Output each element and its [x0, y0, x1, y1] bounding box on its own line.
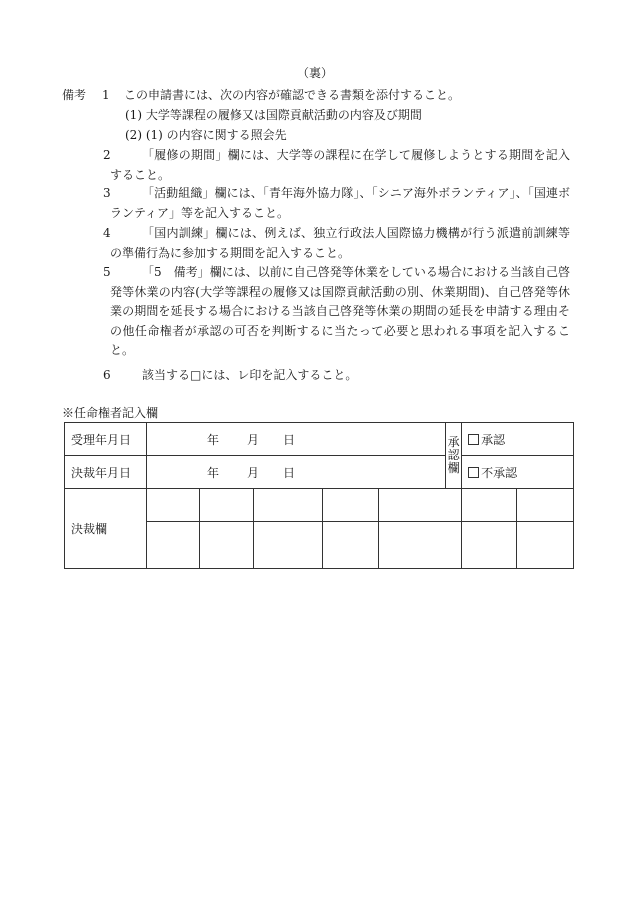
note-text: 「活動組織」欄には、「青年海外協力隊」、「シニア海外ボランティア」、「国連ボランティア」等を記入すること。 [110, 186, 570, 220]
decision-column-label: 決裁欄 [65, 489, 147, 569]
decision-stamp-header[interactable] [379, 489, 462, 522]
sub-item-1: (1) 大学等課程の履修又は国際貢献活動の内容及び期間 [125, 108, 422, 122]
decision-stamp-cell[interactable] [200, 522, 254, 569]
year-label: 年 [207, 432, 220, 447]
month-label: 月 [247, 432, 260, 447]
note-number: 6 [103, 368, 111, 382]
decision-stamp-cell[interactable] [254, 522, 323, 569]
note-text: 「5 備考」欄には、以前に自己啓発等休業をしている場合における当該自己啓発等休業の内容(大学等課程の履修又は国際貢献活動の別、休業期間)、自己啓発等休業の期間を延長する場合における当該自己啓発等休業の期間の延長を申請する理由その他任命権者が承認の可否を判断するに当たって必要と思われる事項を記入すること。 [110, 265, 570, 357]
note-text: 該当する□には、レ印を記入すること。 [142, 368, 358, 382]
decision-stamp-header[interactable] [200, 489, 254, 522]
note-3 [96, 184, 570, 223]
day-label: 日 [283, 432, 296, 447]
note-text: この申請書には、次の内容が確認できる書類を添付すること。 [124, 88, 461, 102]
decision-stamp-header[interactable] [517, 489, 574, 522]
decision-stamp-header[interactable] [323, 489, 379, 522]
appointer-table [64, 422, 574, 569]
approve-checkbox[interactable] [468, 434, 479, 445]
note-6 [96, 366, 570, 386]
decision-stamp-cell[interactable] [147, 522, 200, 569]
note-4 [96, 224, 570, 263]
note-number: 5 [103, 265, 111, 279]
disapprove-label: 不承認 [481, 465, 518, 480]
receipt-date-field[interactable] [147, 423, 446, 456]
approve-option[interactable] [462, 423, 574, 456]
decision-stamp-header[interactable] [147, 489, 200, 522]
decision-stamp-header[interactable] [254, 489, 323, 522]
disapprove-checkbox[interactable] [468, 467, 479, 478]
note-number: 1 [102, 88, 110, 102]
decision-date-label: 決裁年月日 [65, 456, 147, 489]
month-label: 月 [247, 465, 260, 480]
note-text: 「履修の期間」欄には、大学等の課程に在学して履修しようとする期間を記入すること。 [110, 148, 570, 182]
decision-date-field[interactable] [147, 456, 446, 489]
note-2 [96, 146, 570, 185]
day-label: 日 [283, 465, 296, 480]
approval-column-label: 承認欄 [446, 423, 462, 489]
notes-label: 備考 [62, 88, 87, 102]
page-title: （裏） [296, 66, 333, 80]
note-text: 「国内訓練」欄には、例えば、独立行政法人国際協力機構が行う派遣前訓練等の準備行為に参加する期間を記入すること。 [110, 226, 570, 260]
decision-stamp-cell[interactable] [517, 522, 574, 569]
appointer-section-title: ※任命権者記入欄 [62, 406, 159, 420]
note-5 [96, 263, 570, 361]
year-label: 年 [207, 465, 220, 480]
note-number: 4 [103, 226, 111, 240]
note-1 [102, 86, 576, 106]
note-number: 2 [103, 148, 111, 162]
receipt-date-label: 受理年月日 [65, 423, 147, 456]
sub-item-2: (2) (1) の内容に関する照会先 [125, 128, 287, 142]
decision-stamp-cell[interactable] [323, 522, 379, 569]
approve-label: 承認 [481, 432, 506, 447]
decision-stamp-cell[interactable] [379, 522, 462, 569]
decision-stamp-cell[interactable] [462, 522, 517, 569]
disapprove-option[interactable] [462, 456, 574, 489]
decision-stamp-header[interactable] [462, 489, 517, 522]
note-number: 3 [103, 186, 111, 200]
